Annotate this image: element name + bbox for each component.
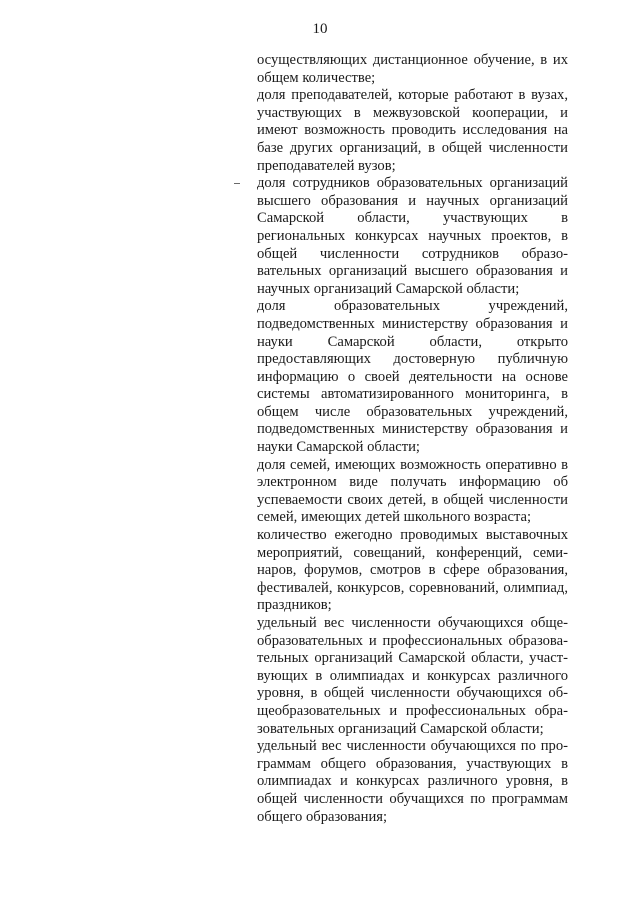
list-item: доля преподавателей, которые работают в вузах, участвующих в межвузовской кооперации, и имеют возможность проводить исследования на базе других организаций, в общей численности преподавателей вузов; bbox=[257, 87, 568, 174]
list-item: доля семей, имеющих возможность оперативно в электронном виде получать информацию об успеваемости своих детей, в общей численности семей, имеющих детей школьного возраста; bbox=[257, 456, 568, 526]
list-item: доля образовательных учреждений, подведомственных министерству образования и науки Самарской области, открыто предоставляющих достоверную публичную информацию о своей деятельности на основе системы автоматизированного мониторинга, в общем числе образовательных учреждений, подведомственных министерству образования и науки Самарской области; bbox=[257, 298, 568, 456]
page-number: 10 bbox=[312, 21, 328, 37]
list-item: осуществляющих дистанционное обучение, в их общем количестве; bbox=[257, 52, 568, 86]
list-item: удельный вес численности обучающихся общеобразовательных и профессиональных образовательных организаций Самарской области, участвующих в олимпиадах и конкурсах различного уровня, в общей численности обучающихся общеобразовательных и профессиональных образовательных организаций Самарской области; bbox=[257, 615, 568, 737]
list-item: количество ежегодно проводимых выставочных мероприятий, совещаний, конференций, семинаров, форумов, смотров в сфере образования, фестивалей, конкурсов, соревнований, олимпиад, праздников; bbox=[257, 527, 568, 614]
list-item: удельный вес численности обучающихся по программам общего образования, участвующих в олимпиадах и конкурсах различного уровня, в общей численности обучащихся по программам общего образования; bbox=[257, 738, 568, 825]
text-column bbox=[257, 52, 568, 826]
margin-mark bbox=[234, 183, 240, 184]
list-item: доля сотрудников образовательных организаций высшего образования и научных организаций Самарской области, участвующих в региональных конкурсах научных проектов, в общей численности сотрудников образовательных организаций высшего образования и научных организаций Самарской области; bbox=[257, 175, 568, 297]
